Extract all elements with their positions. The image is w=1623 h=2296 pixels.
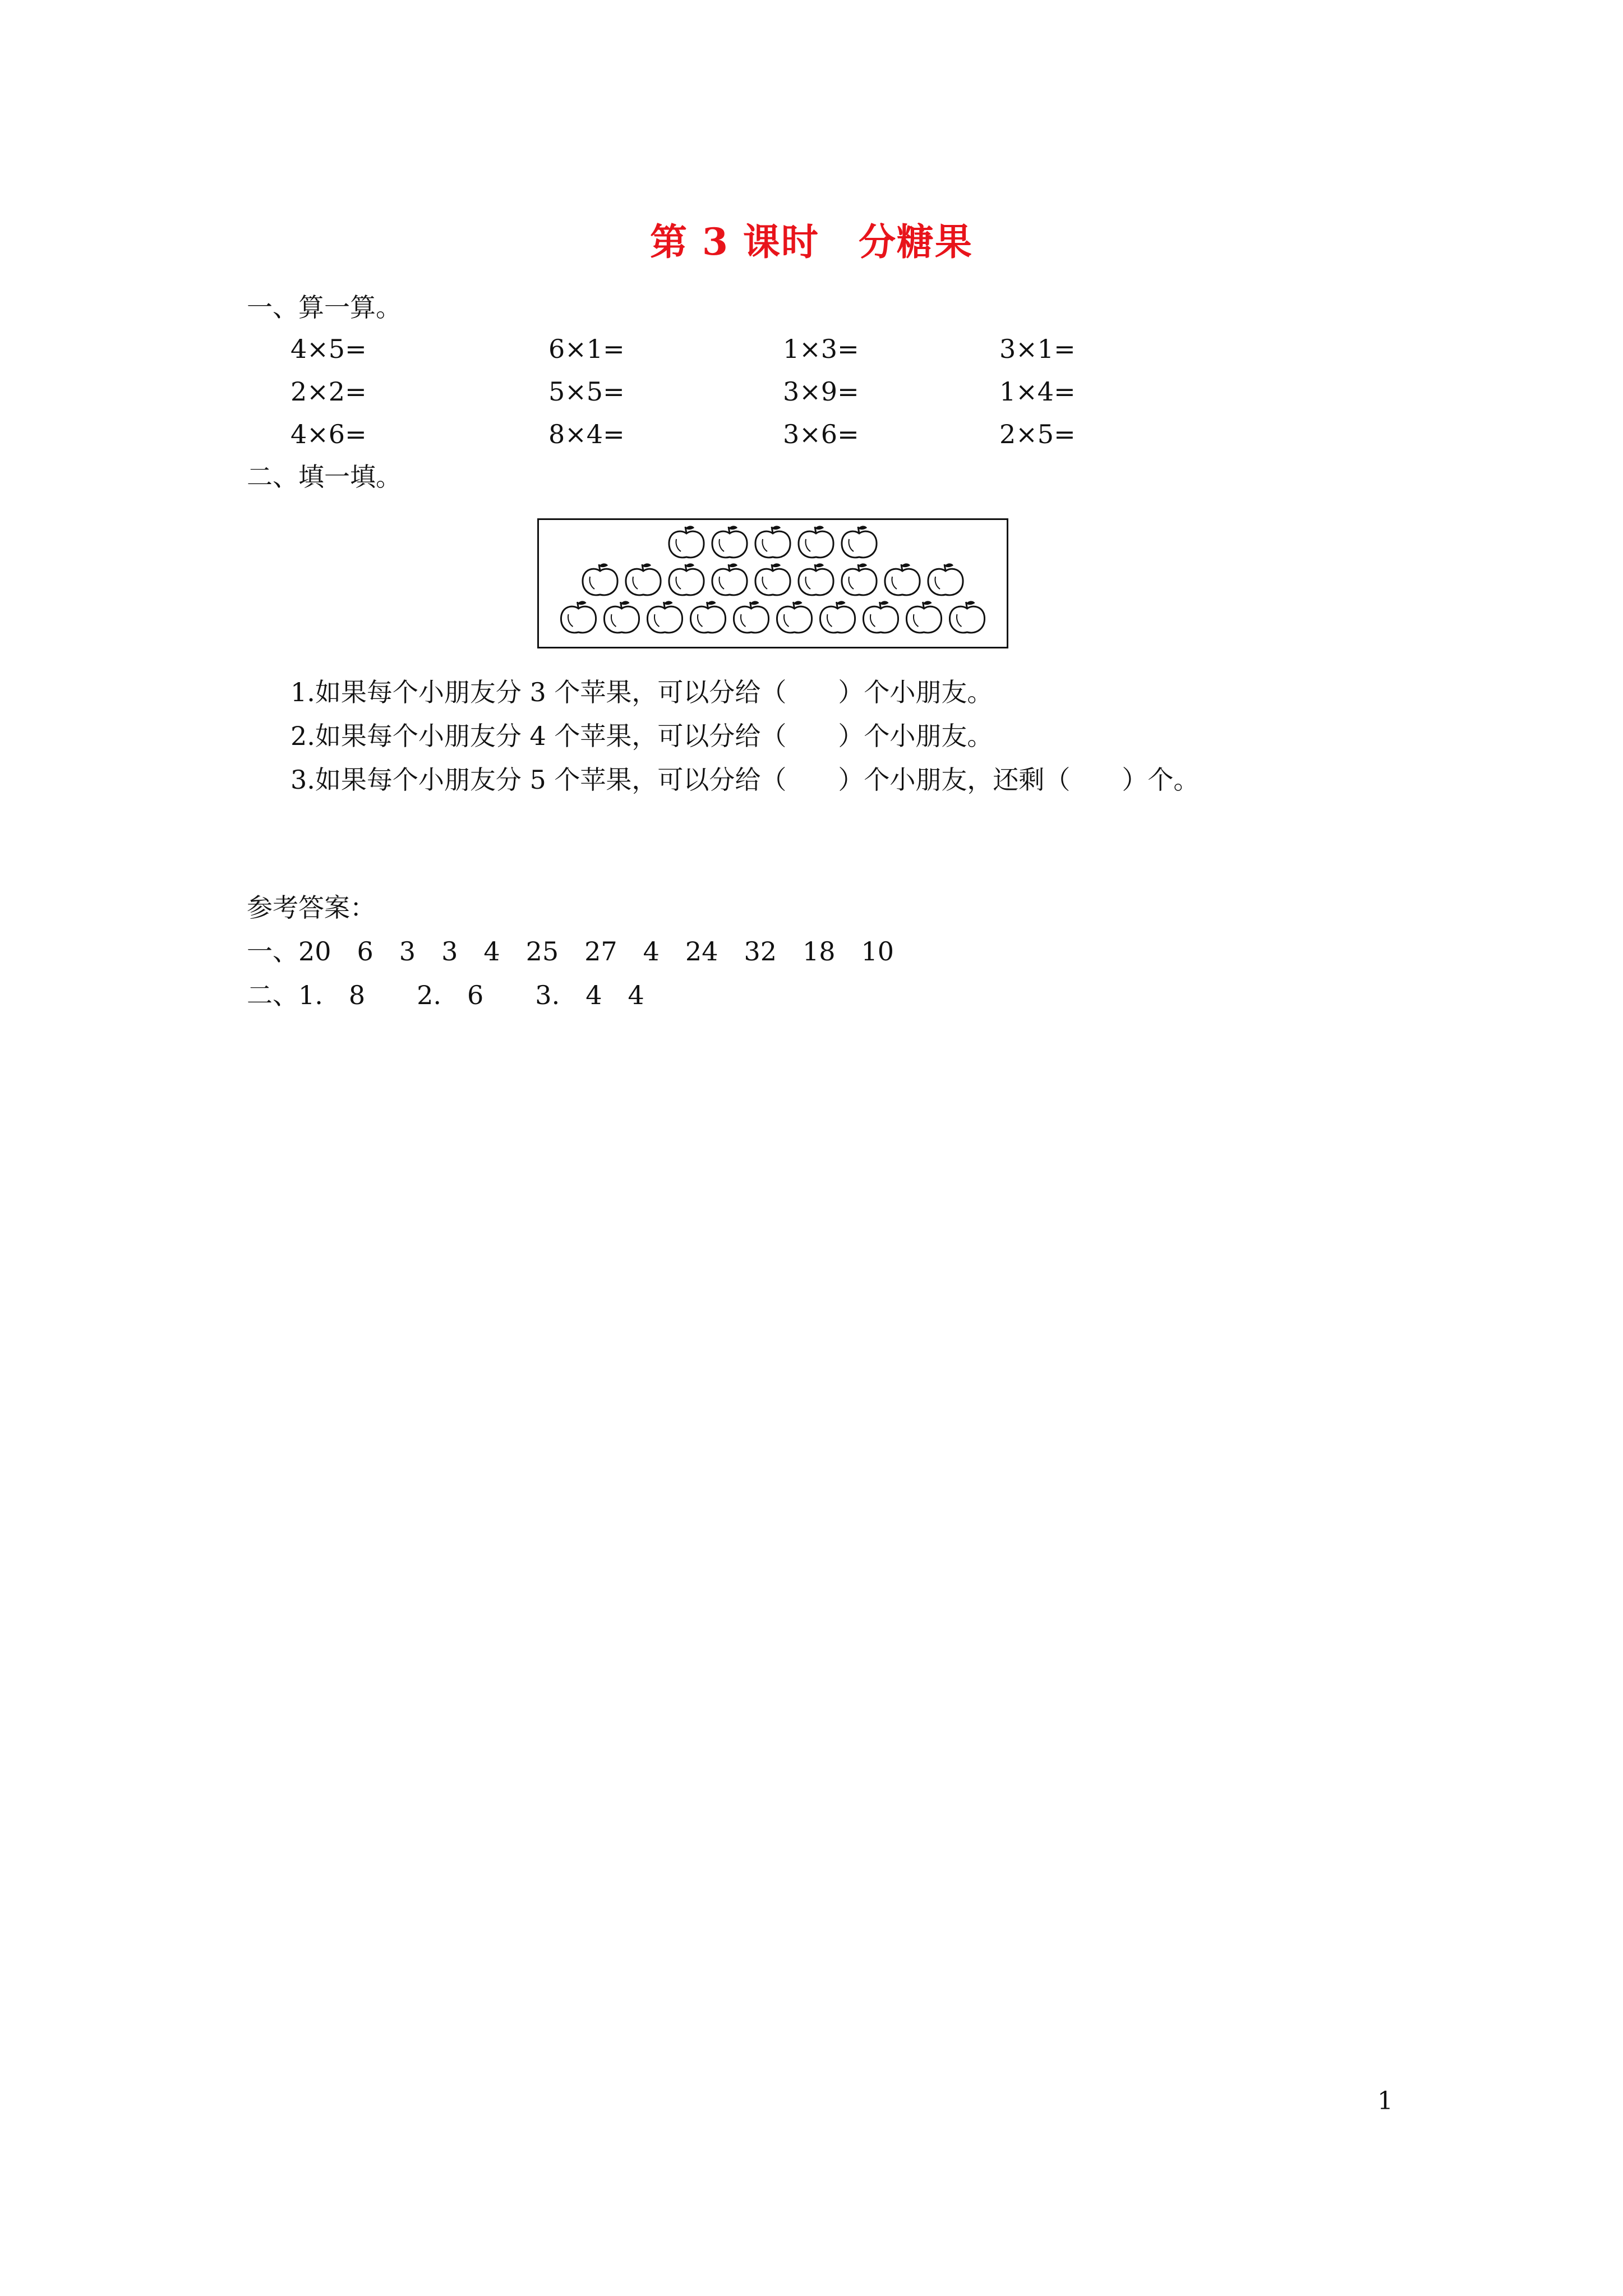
apple-icon [561,601,596,633]
apple-icon [906,601,941,633]
calc-item: 5×5= [548,376,625,407]
apple-icon [647,601,682,633]
apple-icon [583,563,617,595]
answer-line-2: 二、1. 8 2. 6 3. 4 4 [247,980,644,1010]
answer-heading: 参考答案： [247,892,376,923]
question-1: 1.如果每个小朋友分 3 个苹果，可以分给（ ）个小朋友。 [291,677,993,707]
apple-icon [842,563,877,595]
apple-icon [734,601,768,633]
calc-item: 8×4= [548,419,625,449]
calc-item: 3×6= [783,419,859,449]
calc-item: 1×3= [783,334,859,364]
answer-line-1: 一、20 6 3 3 4 25 27 4 24 32 18 10 [247,936,895,967]
apple-icon [842,526,877,558]
calc-item: 1×4= [999,376,1076,407]
calc-item: 6×1= [548,334,625,364]
apple-icon [820,601,855,633]
apple-icon [669,563,704,595]
apple-icon [885,563,920,595]
calc-item: 3×9= [783,376,859,407]
apples-illustration [539,520,1007,647]
page-title [0,212,1623,265]
apple-icon [626,563,661,595]
calc-item: 2×2= [291,376,367,407]
lesson-label: 第 3 课时 [650,220,819,264]
calc-item: 3×1= [999,334,1076,364]
question-2: 2.如果每个小朋友分 4 个苹果，可以分给（ ）个小朋友。 [291,721,993,751]
apple-icon [669,526,704,558]
section2-heading: 二、填一填。 [247,462,402,492]
apple-icon [928,563,963,595]
apple-figure [537,518,1008,648]
question-3: 3.如果每个小朋友分 5 个苹果，可以分给（ ）个小朋友，还剩（ ）个。 [291,765,1200,795]
calc-item: 4×6= [291,419,367,449]
apple-icon [712,563,747,595]
lesson-topic: 分糖果 [858,220,973,264]
apple-icon [949,601,984,633]
apple-icon [755,563,790,595]
apple-icon [712,526,747,558]
apple-icon [755,526,790,558]
apple-icon [690,601,725,633]
apple-icon [777,601,811,633]
calc-item: 4×5= [291,334,367,364]
apple-icon [863,601,898,633]
apple-icon [799,526,833,558]
apple-icon [604,601,639,633]
apple-icon [799,563,833,595]
page-number: 1 [1377,2087,1393,2115]
section1-heading: 一、算一算。 [247,292,402,323]
calc-item: 2×5= [999,419,1076,449]
